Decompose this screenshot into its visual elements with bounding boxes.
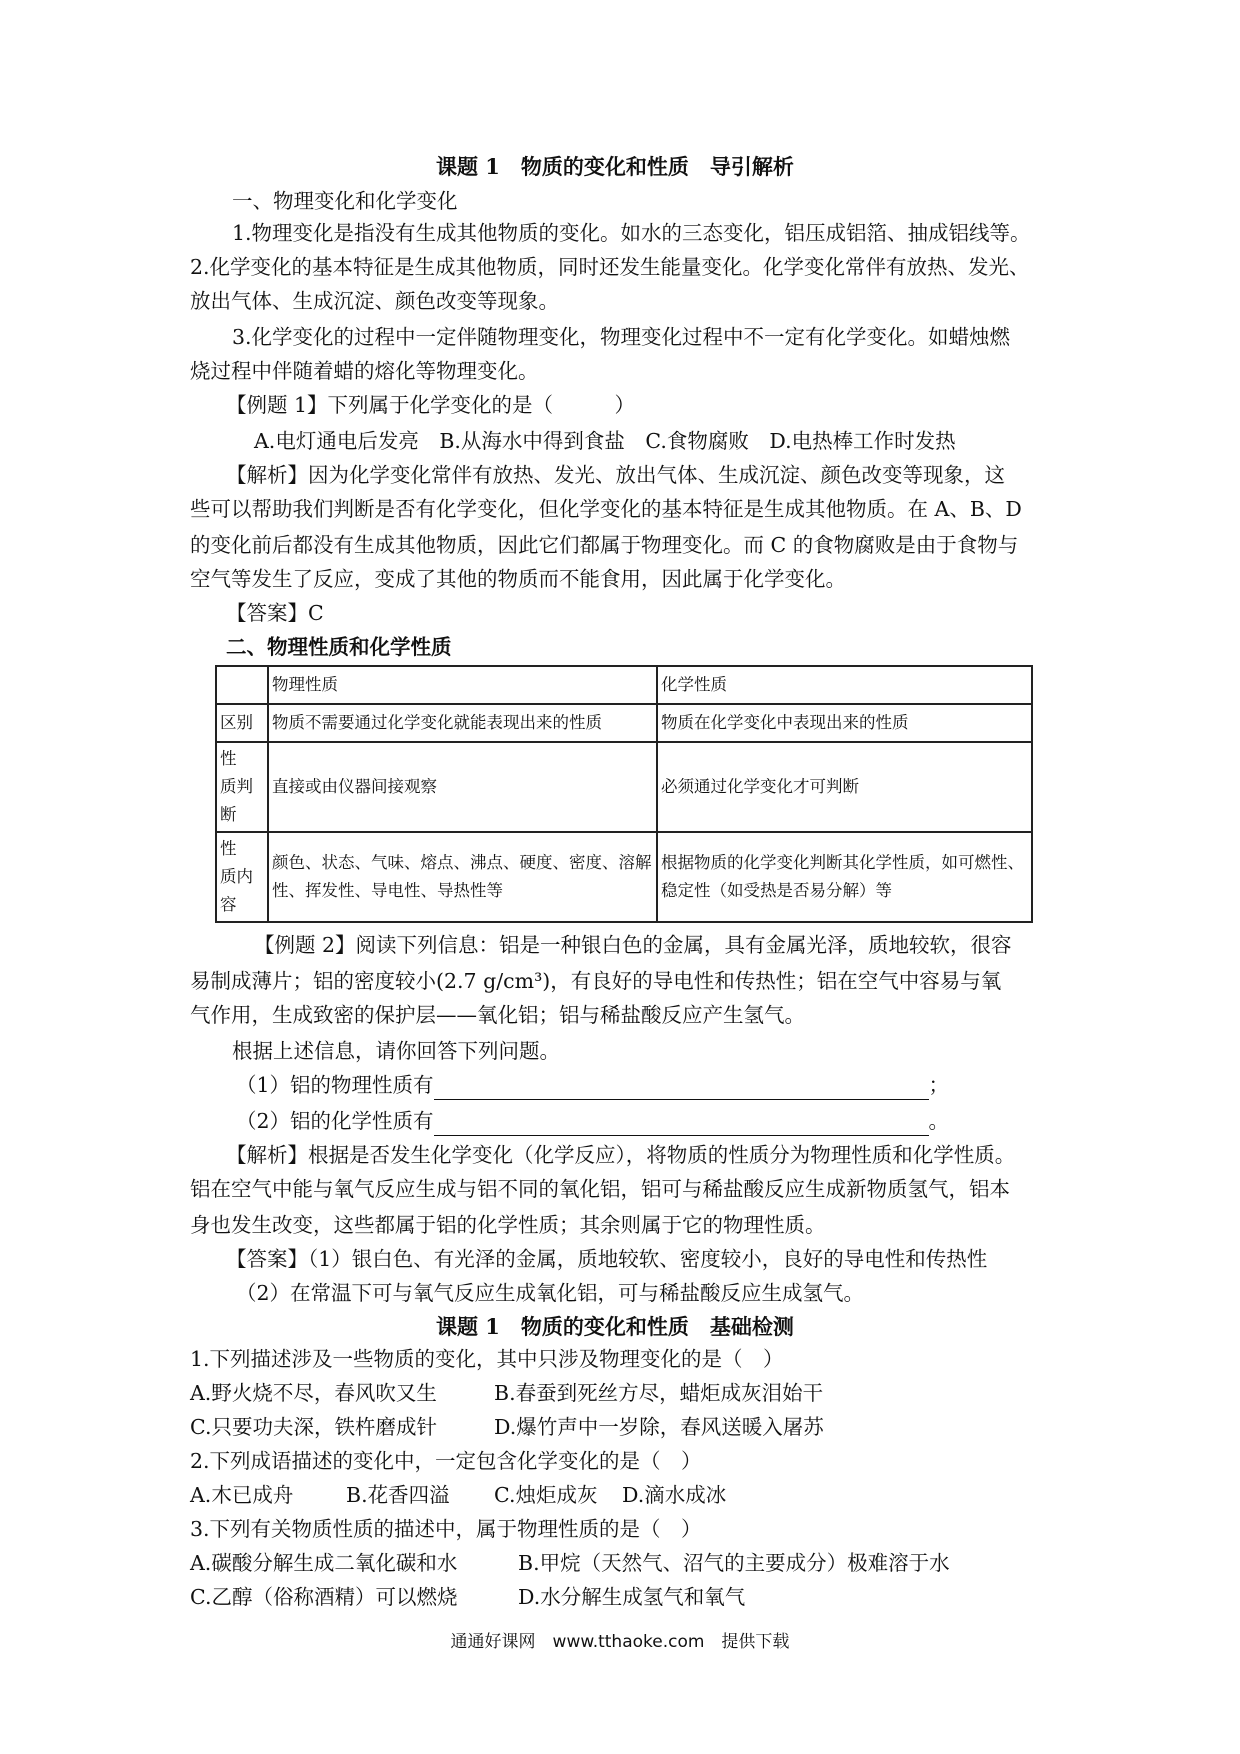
question-2-label: （2）铝的化学性质有 (236, 1109, 434, 1133)
example-2-analysis-line-1: 【解析】根据是否发生化学变化（化学反应），将物质的性质分为物理性质和化学性质。 (226, 1143, 1016, 1167)
test-q3-option-c: C.乙醇（俗称酒精）可以燃烧 (190, 1585, 458, 1609)
test-q3-option-a: A.碳酸分解生成二氧化碳和水 (190, 1551, 458, 1575)
example-2-line-3: 气作用，生成致密的保护层——氧化铝；铝与稀盐酸反应产生氢气。 (190, 1003, 805, 1027)
properties-table (215, 665, 1033, 923)
question-2-row (236, 1106, 949, 1136)
paragraph-2-line-2: 放出气体、生成沉淀、颜色改变等现象。 (190, 289, 559, 313)
test-q1-option-a: A.野火烧不尽，春风吹又生 (190, 1381, 437, 1405)
question-1-end: ； (928, 1073, 950, 1097)
example-2-line-1: 【例题 2】阅读下列信息：铝是一种银白色的金属，具有金属光泽，质地较软，很容 (254, 933, 1012, 957)
example-1-question: 【例题 1】下列属于化学变化的是（ ） (226, 393, 636, 417)
test-q3-option-b: B.甲烷（天然气、沼气的主要成分）极难溶于水 (518, 1551, 950, 1575)
paragraph-3-line-2: 烧过程中伴随着蜡的熔化等物理变化。 (190, 359, 539, 383)
chemical-property-cell: 根据物质的化学变化判断其化学性质，如可燃性、稳定性（如受热是否易分解）等 (657, 832, 1032, 922)
paragraph-2-line-1: 2.化学变化的基本特征是生成其他物质，同时还发生能量变化。化学变化常伴有放热、发光、 (190, 255, 1030, 279)
physical-property-cell: 直接或由仪器间接观察 (268, 742, 657, 832)
test-question-1: 1.下列描述涉及一些物质的变化，其中只涉及物理变化的是（ ） (190, 1347, 784, 1371)
question-1-row (236, 1070, 949, 1100)
physical-property-cell: 物质不需要通过化学变化就能表现出来的性质 (268, 704, 657, 742)
row-label: 区别 (216, 704, 268, 742)
test-question-2: 2.下列成语描述的变化中，一定包含化学变化的是（ ） (190, 1449, 702, 1473)
test-q1-option-b: B.春蚕到死丝方尽，蜡炬成灰泪始干 (494, 1381, 824, 1405)
paragraph-3-line-1: 3.化学变化的过程中一定伴随物理变化，物理变化过程中不一定有化学变化。如蜡烛燃 (232, 325, 1011, 349)
test-q2-option-d: D.滴水成冰 (622, 1483, 727, 1507)
page-footer: 通通好课网 www.tthaoke.com 提供下载 (450, 1632, 790, 1652)
table-header-cell: 化学性质 (657, 666, 1032, 704)
answer-blank-1[interactable] (434, 1077, 929, 1100)
table-header-cell: 物理性质 (268, 666, 657, 704)
test-q1-option-c: C.只要功夫深，铁杵磨成针 (190, 1415, 437, 1439)
chemical-property-cell: 必须通过化学变化才可判断 (657, 742, 1032, 832)
example-2-line-2: 易制成薄片；铝的密度较小(2.7 g/cm³)，有良好的导电性和传热性；铝在空气中容易与氧 (190, 969, 1002, 993)
test-q2-option-a: A.木已成舟 (190, 1483, 294, 1507)
example-1-analysis-line-2: 些可以帮助我们判断是否有化学变化，但化学变化的基本特征是生成其他物质。在 A、B、D (190, 497, 1022, 521)
example-2-analysis-line-3: 身也发生改变，这些都属于铝的化学性质；其余则属于它的物理性质。 (190, 1213, 826, 1237)
question-2-end: 。 (928, 1109, 950, 1133)
test-title: 课题 1 物质的变化和性质 基础检测 (436, 1314, 794, 1339)
example-2-answer-line-1: 【答案】（1）银白色、有光泽的金属，质地较软、密度较小，良好的导电性和传热性 (226, 1247, 988, 1271)
example-1-analysis-line-1: 【解析】因为化学变化常伴有放热、发光、放出气体、生成沉淀、颜色改变等现象，这 (226, 463, 1005, 487)
test-q2-option-c: C.烛炬成灰 (494, 1483, 598, 1507)
guide-title: 课题 1 物质的变化和性质 导引解析 (436, 154, 794, 179)
row-label: 性 质判断 (216, 742, 268, 832)
question-1-label: （1）铝的物理性质有 (236, 1073, 434, 1097)
section-heading-1: 一、物理变化和化学变化 (232, 189, 458, 213)
example-2-analysis-line-2: 铝在空气中能与氧气反应生成与铝不同的氧化铝，铝可与稀盐酸反应生成新物质氢气，铝本 (190, 1177, 1010, 1201)
section-heading-2: 二、物理性质和化学性质 (226, 635, 452, 659)
example-1-analysis-line-4: 空气等发生了反应，变成了其他的物质而不能食用，因此属于化学变化。 (190, 567, 846, 591)
example-1-analysis-line-3: 的变化前后都没有生成其他物质，因此它们都属于物理变化。而 C 的食物腐败是由于食物与 (190, 533, 1019, 557)
table-header-cell (216, 666, 268, 704)
physical-property-cell: 颜色、状态、气味、熔点、沸点、硬度、密度、溶解性、挥发性、导电性、导热性等 (268, 832, 657, 922)
example-1-answer: 【答案】C (226, 601, 324, 625)
example-2-answer-line-2: （2）在常温下可与氧气反应生成氧化铝，可与稀盐酸反应生成氢气。 (236, 1281, 865, 1305)
table-header-row (216, 666, 1032, 704)
test-q1-option-d: D.爆竹声中一岁除，春风送暖入屠苏 (494, 1415, 824, 1439)
example-2-line-4: 根据上述信息，请你回答下列问题。 (232, 1039, 560, 1063)
test-question-3: 3.下列有关物质性质的描述中，属于物理性质的是（ ） (190, 1517, 702, 1541)
table-row (216, 832, 1032, 922)
paragraph-1: 1.物理变化是指没有生成其他物质的变化。如水的三态变化，铝压成铝箔、抽成铝线等。 (232, 221, 1031, 245)
example-1-options: A.电灯通电后发亮 B.从海水中得到食盐 C.食物腐败 D.电热棒工作时发热 (254, 429, 956, 453)
table-row (216, 704, 1032, 742)
row-label: 性 质内容 (216, 832, 268, 922)
answer-blank-2[interactable] (434, 1113, 929, 1136)
table-row (216, 742, 1032, 832)
test-q3-option-d: D.水分解生成氢气和氧气 (518, 1585, 746, 1609)
chemical-property-cell: 物质在化学变化中表现出来的性质 (657, 704, 1032, 742)
test-q2-option-b: B.花香四溢 (346, 1483, 450, 1507)
